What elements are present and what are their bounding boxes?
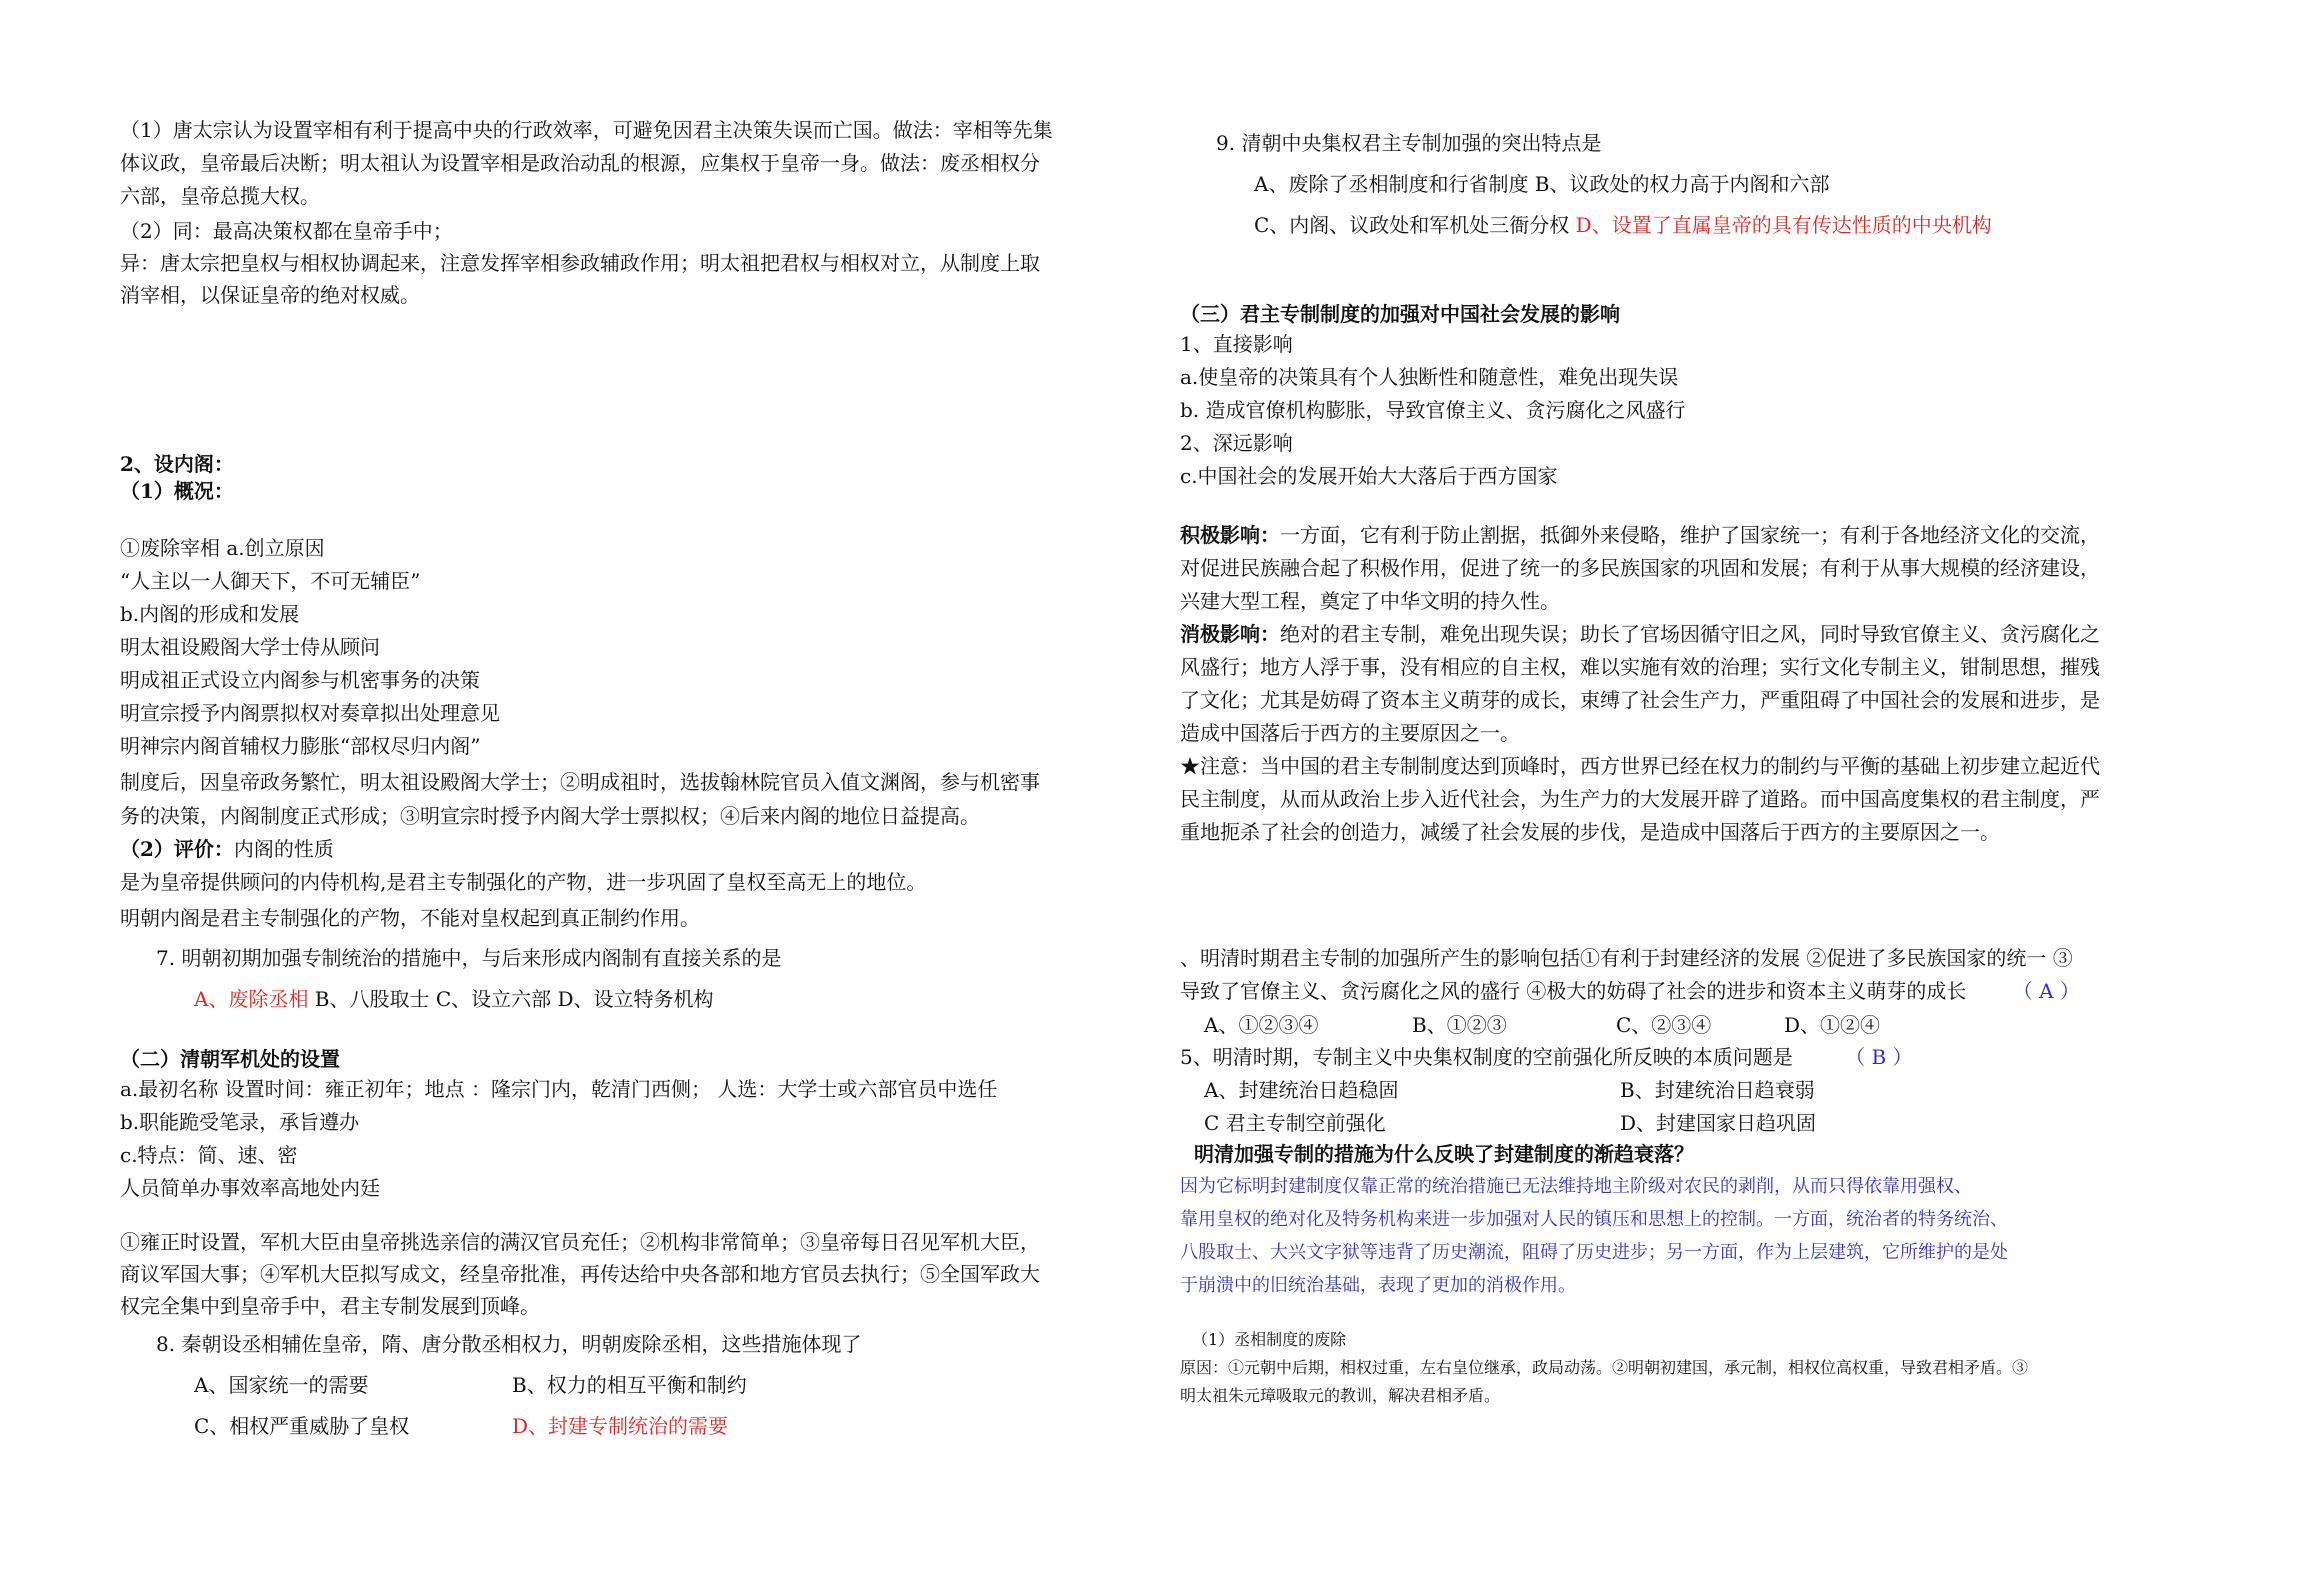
why-line: 因为它标明封建制度仅靠正常的统治措施已无法维持地主阶级对农民的剥削，从而只得依靠用强权、 [1180, 1176, 1972, 1197]
question-8-answer: D、封建专制统治的需要 [512, 1414, 729, 1438]
question-4-text: 导致了官僚主义、贪污腐化之风的盛行 ④极大的妨碍了社会的进步和资本主义萌芽的成长 [1180, 979, 1967, 1003]
text-line: 明太祖设殿阁大学士侍从顾问 [120, 635, 380, 659]
question-8-option-b: B、权力的相互平衡和制约 [512, 1373, 747, 1397]
question-9-prefix: C、内阁、议政处和军机处三衙分权 [1254, 213, 1576, 237]
text-line: 明宣宗授予内阁票拟权对奏章拟出处理意见 [120, 701, 500, 725]
text-line: 造成中国落后于西方的主要原因之一。 [1180, 721, 1520, 745]
text-line [1180, 622, 2100, 646]
question-4-option-a: A、①②③④ [1204, 1013, 1319, 1037]
text-line [1180, 523, 2100, 547]
text-line: 是为皇帝提供顾问的内侍机构,是君主专制强化的产物，进一步巩固了皇权至高无上的地位。 [120, 870, 927, 894]
text-line [120, 837, 334, 861]
question-5-option-c: C 君主专制空前强化 [1204, 1111, 1386, 1135]
text-line: 明神宗内阁首辅权力膨胀“部权尽归内阁” [120, 734, 481, 758]
question-8-stem: 8. 秦朝设丞相辅佐皇帝，隋、唐分散丞相权力，明朝废除丞相，这些措施体现了 [156, 1332, 862, 1356]
why-line: 靠用皇权的绝对化及特务机构来进一步加强对人民的镇压和思想上的控制。一方面，统治者的特务统治、 [1180, 1209, 2008, 1230]
question-5-option-d: D、封建国家日趋巩固 [1620, 1111, 1817, 1135]
text-line: b.职能跪受笔录，承旨遵办 [120, 1110, 360, 1134]
text-line: a.使皇帝的决策具有个人独断性和随意性，难免出现失误 [1180, 365, 1679, 389]
text-line: b.内阁的形成和发展 [120, 602, 300, 626]
text-line: 异：唐太宗把皇权与相权协调起来，注意发挥宰相参政辅政作用；明太祖把君权与相权对立，从制度上取 [120, 251, 1040, 275]
text-line: 1、直接影响 [1180, 332, 1293, 356]
text-line: 明成祖正式设立内阁参与机密事务的决策 [120, 668, 480, 692]
text-line: 明朝内阁是君主专制强化的产物，不能对皇权起到真正制约作用。 [120, 906, 700, 930]
text-line: 民主制度，从而从政治上步入近代社会，为生产力的大发展开辟了道路。而中国高度集权的君主制度，严 [1180, 787, 2100, 811]
text-line: ★注意：当中国的君主专制制度达到顶峰时，西方世界已经在权力的制约与平衡的基础上初步建立起近代 [1180, 754, 2100, 778]
question-4-line2 [1180, 979, 2080, 1003]
small-text-line: （1）丞相制度的废除 [1192, 1330, 1347, 1349]
question-4-option-b: B、①②③ [1412, 1013, 1507, 1037]
question-8-option-c: C、相权严重威胁了皇权 [194, 1414, 410, 1438]
text-line: “人主以一人御天下，不可无辅臣” [120, 569, 421, 593]
text-line: 务的决策，内阁制度正式形成；③明宣宗时授予内阁大学士票拟权；④后来内阁的地位日益提高。 [120, 804, 980, 828]
text-line: （1）唐太宗认为设置宰相有利于提高中央的行政效率，可避免因君主决策失误而亡国。做法：宰相等先集 [120, 118, 1053, 142]
text-line: 制度后，因皇帝政务繁忙，明太祖设殿阁大学士；②明成祖时，选拔翰林院官员入值文渊阁，参与机密事 [120, 770, 1040, 794]
question-4-option-d: D、①②④ [1784, 1013, 1881, 1037]
text-line: 兴建大型工程，奠定了中华文明的持久性。 [1180, 589, 1560, 613]
text-line: 风盛行；地方人浮于事，没有相应的自主权，难以实施有效的治理；实行文化专制主义，钳制思想，摧残 [1180, 655, 2100, 679]
text-line: 2、深远影响 [1180, 431, 1293, 455]
text-line: 商议军国大事；④军机大臣拟写成文，经皇帝批准，再传达给中央各部和地方官员去执行；⑤全国军政大 [120, 1262, 1040, 1286]
small-text-line: 明太祖朱元璋吸取元的教训，解决君相矛盾。 [1180, 1386, 1501, 1405]
sub-heading: （1）概况： [120, 479, 234, 503]
text-line: 消宰相，以保证皇帝的绝对权威。 [120, 283, 420, 307]
why-heading: 明清加强专制的措施为什么反映了封建制度的渐趋衰落？ [1194, 1142, 1694, 1166]
question-4-option-c: C、②③④ [1616, 1013, 1712, 1037]
question-8-option-a: A、国家统一的需要 [194, 1373, 369, 1397]
text-line: 对促进民族融合起了积极作用，促进了统一的多民族国家的巩固和发展；有利于从事大规模的经济建设， [1180, 556, 2100, 580]
pingjia-text: 内阁的性质 [233, 837, 334, 861]
question-5-option-a: A、封建统治日趋稳固 [1204, 1078, 1399, 1102]
positive-label: 积极影响： [1180, 523, 1280, 547]
text-line: ①雍正时设置，军机大臣由皇帝挑选亲信的满汉官员充任；②机构非常简单；③皇帝每日召见军机大臣， [120, 1230, 1040, 1254]
question-9-answer: D、设置了直属皇帝的具有传达性质的中央机构 [1575, 213, 1992, 237]
question-7-stem: 7. 明朝初期加强专制统治的措施中，与后来形成内阁制有直接关系的是 [156, 946, 782, 970]
question-4-line1: 、明清时期君主专制的加强所产生的影响包括①有利于封建经济的发展 ②促进了多民族国家的统一 ③ [1180, 946, 2073, 970]
text-line: ①废除宰相 a.创立原因 [120, 536, 325, 560]
positive-text: 一方面，它有利于防止割据，抵御外来侵略，维护了国家统一；有利于各地经济文化的交流， [1280, 523, 2100, 547]
question-5-answer: （ B ） [1845, 1045, 1913, 1069]
question-9-options-line1: A、废除了丞相制度和行省制度 B、议政处的权力高于内阁和六部 [1254, 172, 1830, 196]
question-5-stem [1180, 1045, 1913, 1069]
text-line: 权完全集中到皇帝手中，君主专制发展到顶峰。 [120, 1294, 540, 1318]
text-line: c.中国社会的发展开始大大落后于西方国家 [1180, 464, 1558, 488]
pingjia-label: （2）评价： [120, 837, 234, 861]
text-line: 体议政，皇帝最后决断；明太祖认为设置宰相是政治动乱的根源，应集权于皇帝一身。做法：废丞相权分 [120, 151, 1040, 175]
text-line: 人员简单办事效率高地处内廷 [120, 1176, 380, 1200]
text-line: c.特点：简、速、密 [120, 1143, 298, 1167]
question-7-rest: B、八股取士 C、设立六部 D、设立特务机构 [308, 987, 714, 1011]
section-heading: 2、设内阁： [120, 452, 234, 476]
small-text-line: 原因：①元朝中后期，相权过重，左右皇位继承，政局动荡。②明朝初建国，承元制，相权位高权重，导致君相矛盾。③ [1180, 1358, 2029, 1377]
question-4-answer: （ A ） [2012, 979, 2080, 1003]
text-line: 六部，皇帝总揽大权。 [120, 184, 320, 208]
text-line: a.最初名称 设置时间：雍正初年；地点 ：隆宗门内，乾清门西侧； 人选：大学士或六部官员中选任 [120, 1077, 998, 1101]
question-7-answer: A、废除丞相 [194, 987, 309, 1011]
question-5-option-b: B、封建统治日趋衰弱 [1620, 1078, 1815, 1102]
question-9-stem: 9. 清朝中央集权君主专制加强的突出特点是 [1216, 131, 1602, 155]
question-5-text: 5、明清时期，专制主义中央集权制度的空前强化所反映的本质问题是 [1180, 1045, 1793, 1069]
question-9-options-line2 [1254, 213, 1992, 237]
question-7-options [194, 987, 714, 1011]
why-line: 八股取士、大兴文字狱等违背了历史潮流，阻碍了历史进步；另一方面，作为上层建筑，它所维护的是处 [1180, 1242, 2008, 1263]
section-heading: （二）清朝军机处的设置 [120, 1047, 340, 1071]
why-line: 于崩溃中的旧统治基础，表现了更加的消极作用。 [1180, 1275, 1576, 1296]
text-line: （2）同：最高决策权都在皇帝手中； [120, 219, 453, 243]
section-heading: （三）君主专制制度的加强对中国社会发展的影响 [1180, 302, 1620, 326]
text-line: 了文化；尤其是妨碍了资本主义萌芽的成长，束缚了社会生产力，严重阻碍了中国社会的发展和进步，是 [1180, 688, 2100, 712]
text-line: 重地扼杀了社会的创造力，减缓了社会发展的步伐，是造成中国落后于西方的主要原因之一。 [1180, 820, 2000, 844]
negative-text: 绝对的君主专制，难免出现失误；助长了官场因循守旧之风，同时导致官僚主义、贪污腐化之 [1280, 622, 2100, 646]
negative-label: 消极影响： [1180, 622, 1280, 646]
text-line: b. 造成官僚机构膨胀，导致官僚主义、贪污腐化之风盛行 [1180, 398, 1686, 422]
